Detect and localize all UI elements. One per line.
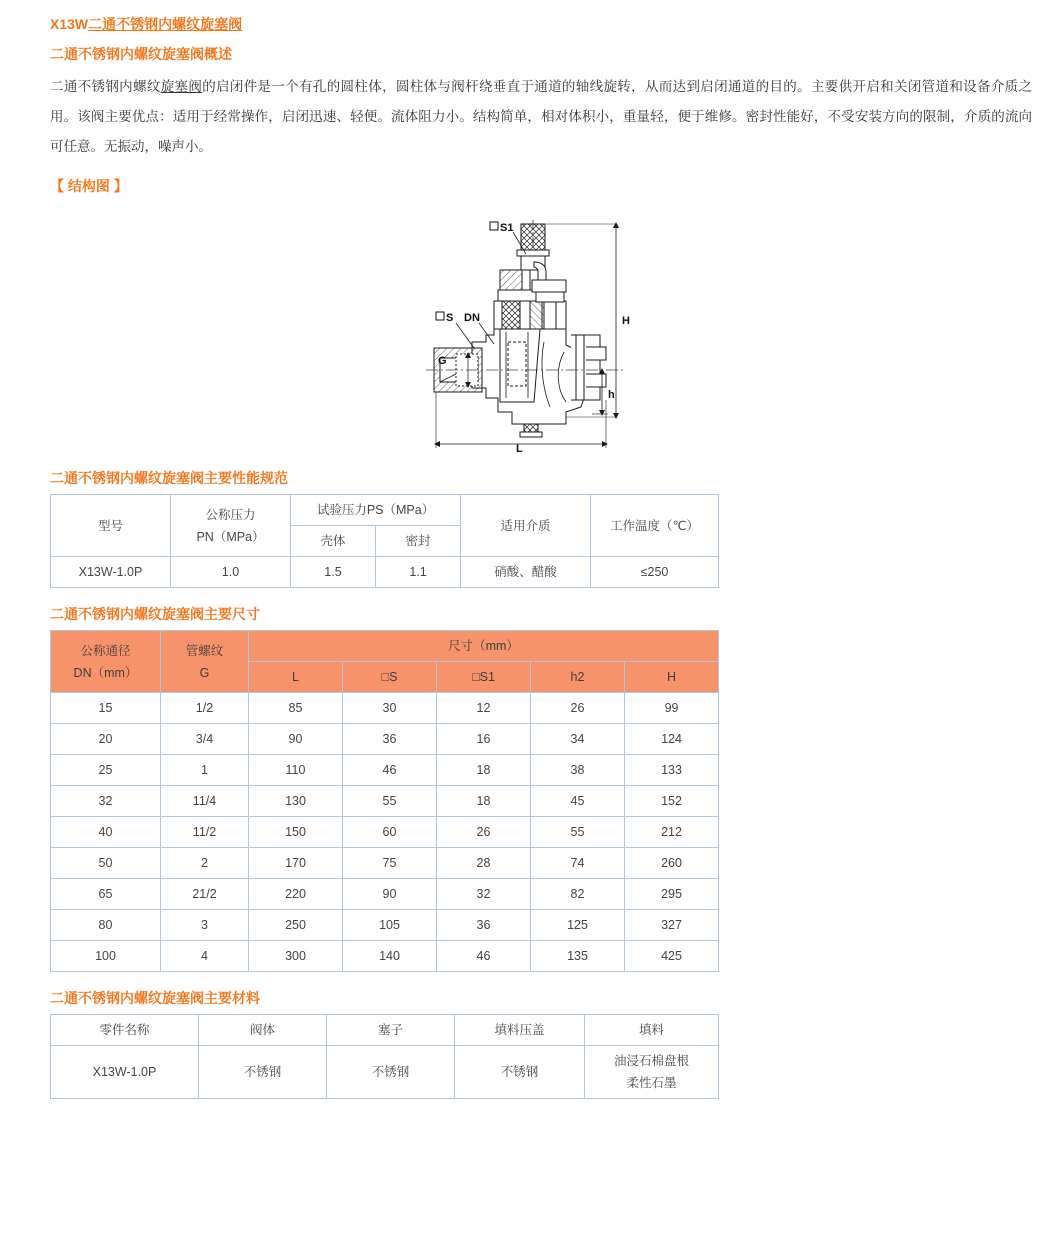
dim-cell-s1: 46: [437, 941, 531, 972]
dim-header-s1: □S1: [437, 662, 531, 693]
mat-header-part: 零件名称: [51, 1015, 199, 1046]
dim-cell-h: 327: [625, 910, 719, 941]
dim-cell-h2: 135: [531, 941, 625, 972]
dim-cell-h2: 38: [531, 755, 625, 786]
dim-cell-s1: 16: [437, 724, 531, 755]
dim-cell-dn: 65: [51, 879, 161, 910]
dim-cell-h: 133: [625, 755, 719, 786]
dim-cell-l: 220: [249, 879, 343, 910]
dim-cell-s: 105: [343, 910, 437, 941]
dim-cell-s: 55: [343, 786, 437, 817]
dim-cell-g: 3/4: [161, 724, 249, 755]
dim-header-g: [161, 631, 249, 693]
spec-table-heading: 二通不锈钢内螺纹旋塞阀主要性能规范: [50, 470, 288, 486]
dim-cell-h: 260: [625, 848, 719, 879]
bottom-spacer: [50, 1099, 1018, 1109]
dim-cell-s1: 18: [437, 786, 531, 817]
dim-cell-s1: 32: [437, 879, 531, 910]
spec-header-shell: 壳体: [291, 526, 376, 557]
dim-cell-s: 46: [343, 755, 437, 786]
diagram-label-s1: S1: [500, 222, 514, 234]
mat-cell-plug: 不锈钢: [327, 1046, 455, 1099]
dim-cell-g: 11/2: [161, 817, 249, 848]
overview-paragraph: [50, 72, 1032, 162]
dim-table-header-row-1: [51, 631, 719, 662]
mat-cell-body: 不锈钢: [199, 1046, 327, 1099]
dim-cell-g: 11/4: [161, 786, 249, 817]
spec-header-nominal-pressure-line2: PN（MPa）: [196, 529, 265, 544]
dim-cell-dn: 40: [51, 817, 161, 848]
dim-header-dn-line1: 公称通径: [80, 643, 131, 658]
diagram-label-dn: DN: [464, 312, 480, 324]
dim-header-s: □S: [343, 662, 437, 693]
dim-cell-g: 1: [161, 755, 249, 786]
dim-cell-h2: 55: [531, 817, 625, 848]
mat-cell-packing-line2: 柔性石墨: [626, 1076, 677, 1090]
dimension-table-body: [51, 693, 719, 972]
dim-cell-h: 295: [625, 879, 719, 910]
dim-header-dn-line2: DN（mm）: [73, 665, 138, 680]
plug-valve-link[interactable]: 旋塞阀: [160, 79, 203, 94]
table-row: [51, 817, 719, 848]
dim-cell-s: 75: [343, 848, 437, 879]
diagram-label-h-lower: h: [608, 389, 615, 401]
dim-cell-h2: 74: [531, 848, 625, 879]
dim-cell-g: 2: [161, 848, 249, 879]
mat-cell-packing-line1: 油浸石棉盘根: [613, 1054, 689, 1068]
structure-diagram-figure: [50, 202, 1032, 452]
dim-cell-g: 4: [161, 941, 249, 972]
overview-text-part2: 的启闭件是一个有孔的圆柱体，圆柱体与阀杆绕垂直于通道的轴线旋转，从而达到启闭通道的目的。主要供开启和关闭管道和设备介质之用。该阀主要优点：适用于经常操作，启闭迅速、轻便。流体阻力小。结构简单，相对体积小，重量轻，便于维修。密封性能好，不受安装方向的限制，介质的流向可任意。无振动，噪声小。: [50, 79, 1033, 154]
dim-cell-h2: 125: [531, 910, 625, 941]
diagram-label-g: G: [438, 355, 447, 367]
dim-cell-g: 21/2: [161, 879, 249, 910]
mat-cell-part: X13W-1.0P: [51, 1046, 199, 1099]
spec-cell-temperature: ≤250: [591, 557, 719, 588]
table-row: [51, 557, 719, 588]
spec-header-model: 型号: [51, 495, 171, 557]
dim-cell-s: 36: [343, 724, 437, 755]
table-row: [51, 910, 719, 941]
spec-table: [50, 494, 719, 588]
dim-cell-dn: 15: [51, 693, 161, 724]
dim-cell-g: 3: [161, 910, 249, 941]
table-row: [51, 724, 719, 755]
dim-cell-s: 140: [343, 941, 437, 972]
page-title-prefix: X13W: [50, 16, 89, 32]
dim-cell-h2: 26: [531, 693, 625, 724]
overview-heading: 二通不锈钢内螺纹旋塞阀概述: [50, 46, 232, 62]
spec-cell-shell: 1.5: [291, 557, 376, 588]
dim-cell-l: 90: [249, 724, 343, 755]
table-row: [51, 941, 719, 972]
square-symbol-s: [436, 312, 444, 320]
dim-header-l: L: [249, 662, 343, 693]
spec-header-seal: 密封: [376, 526, 461, 557]
dim-cell-h2: 45: [531, 786, 625, 817]
spec-cell-seal: 1.1: [376, 557, 461, 588]
dim-cell-s: 90: [343, 879, 437, 910]
dim-cell-h2: 82: [531, 879, 625, 910]
spec-header-temperature: 工作温度（℃）: [591, 495, 719, 557]
dim-cell-h2: 34: [531, 724, 625, 755]
diagram-label-s: S: [446, 312, 454, 324]
dim-header-dims-group: 尺寸（mm）: [249, 631, 719, 662]
mat-header-plug: 塞子: [327, 1015, 455, 1046]
dim-cell-dn: 100: [51, 941, 161, 972]
dim-cell-h: 99: [625, 693, 719, 724]
dim-table-heading: 二通不锈钢内螺纹旋塞阀主要尺寸: [50, 606, 260, 622]
diagram-label-h-upper: H: [622, 315, 630, 327]
square-symbol-s1: [490, 222, 498, 230]
spec-cell-model: X13W-1.0P: [51, 557, 171, 588]
dim-header-g-line1: 管螺纹: [185, 643, 224, 658]
dim-header-dn: [51, 631, 161, 693]
dim-cell-h: 212: [625, 817, 719, 848]
dim-cell-l: 300: [249, 941, 343, 972]
valve-cross-section-drawing: [416, 202, 666, 452]
dim-cell-dn: 20: [51, 724, 161, 755]
mat-cell-packing: [585, 1046, 719, 1099]
dimension-table: [50, 630, 719, 972]
table-row: [51, 693, 719, 724]
table-row: [51, 879, 719, 910]
dim-header-g-line2: G: [199, 665, 210, 680]
spec-header-test-pressure: 试验压力PS（MPa）: [291, 495, 461, 526]
spec-cell-medium: 硝酸、醋酸: [461, 557, 591, 588]
dim-cell-l: 85: [249, 693, 343, 724]
dim-cell-h: 124: [625, 724, 719, 755]
spec-header-nominal-pressure: [171, 495, 291, 557]
table-row: [51, 786, 719, 817]
dim-header-h2: h2: [531, 662, 625, 693]
dim-cell-l: 170: [249, 848, 343, 879]
dim-cell-s1: 28: [437, 848, 531, 879]
dim-cell-dn: 80: [51, 910, 161, 941]
spec-header-medium: 适用介质: [461, 495, 591, 557]
dim-cell-l: 130: [249, 786, 343, 817]
dim-cell-l: 110: [249, 755, 343, 786]
dim-cell-s: 30: [343, 693, 437, 724]
table-row: [51, 755, 719, 786]
dim-header-h: H: [625, 662, 719, 693]
dim-cell-h: 152: [625, 786, 719, 817]
dim-cell-h: 425: [625, 941, 719, 972]
mat-table-header-row: [51, 1015, 719, 1046]
dim-cell-s1: 12: [437, 693, 531, 724]
dim-cell-dn: 25: [51, 755, 161, 786]
dim-cell-dn: 32: [51, 786, 161, 817]
dim-cell-s1: 36: [437, 910, 531, 941]
dim-cell-l: 150: [249, 817, 343, 848]
spec-header-nominal-pressure-line1: 公称压力: [205, 507, 256, 522]
mat-header-gland: 填料压盖: [455, 1015, 585, 1046]
mat-header-packing: 填料: [585, 1015, 719, 1046]
mat-table-heading: 二通不锈钢内螺纹旋塞阀主要材料: [50, 990, 260, 1006]
dim-cell-s: 60: [343, 817, 437, 848]
diagram-label-l: L: [516, 443, 523, 452]
structure-diagram-label: 【 结构图 】: [50, 178, 128, 194]
table-row: [51, 848, 719, 879]
material-table: [50, 1014, 719, 1099]
page-title: [50, 14, 1018, 34]
dim-cell-l: 250: [249, 910, 343, 941]
mat-header-body: 阀体: [199, 1015, 327, 1046]
table-row: [51, 1046, 719, 1099]
dim-cell-s1: 18: [437, 755, 531, 786]
spec-table-header-row-1: [51, 495, 719, 526]
spec-cell-pn: 1.0: [171, 557, 291, 588]
overview-text-part1: 二通不锈钢内螺纹: [50, 79, 161, 94]
dim-cell-dn: 50: [51, 848, 161, 879]
dim-cell-g: 1/2: [161, 693, 249, 724]
mat-cell-gland: 不锈钢: [455, 1046, 585, 1099]
dim-cell-s1: 26: [437, 817, 531, 848]
page-title-link[interactable]: 二通不锈钢内螺纹旋塞阀: [88, 16, 243, 32]
